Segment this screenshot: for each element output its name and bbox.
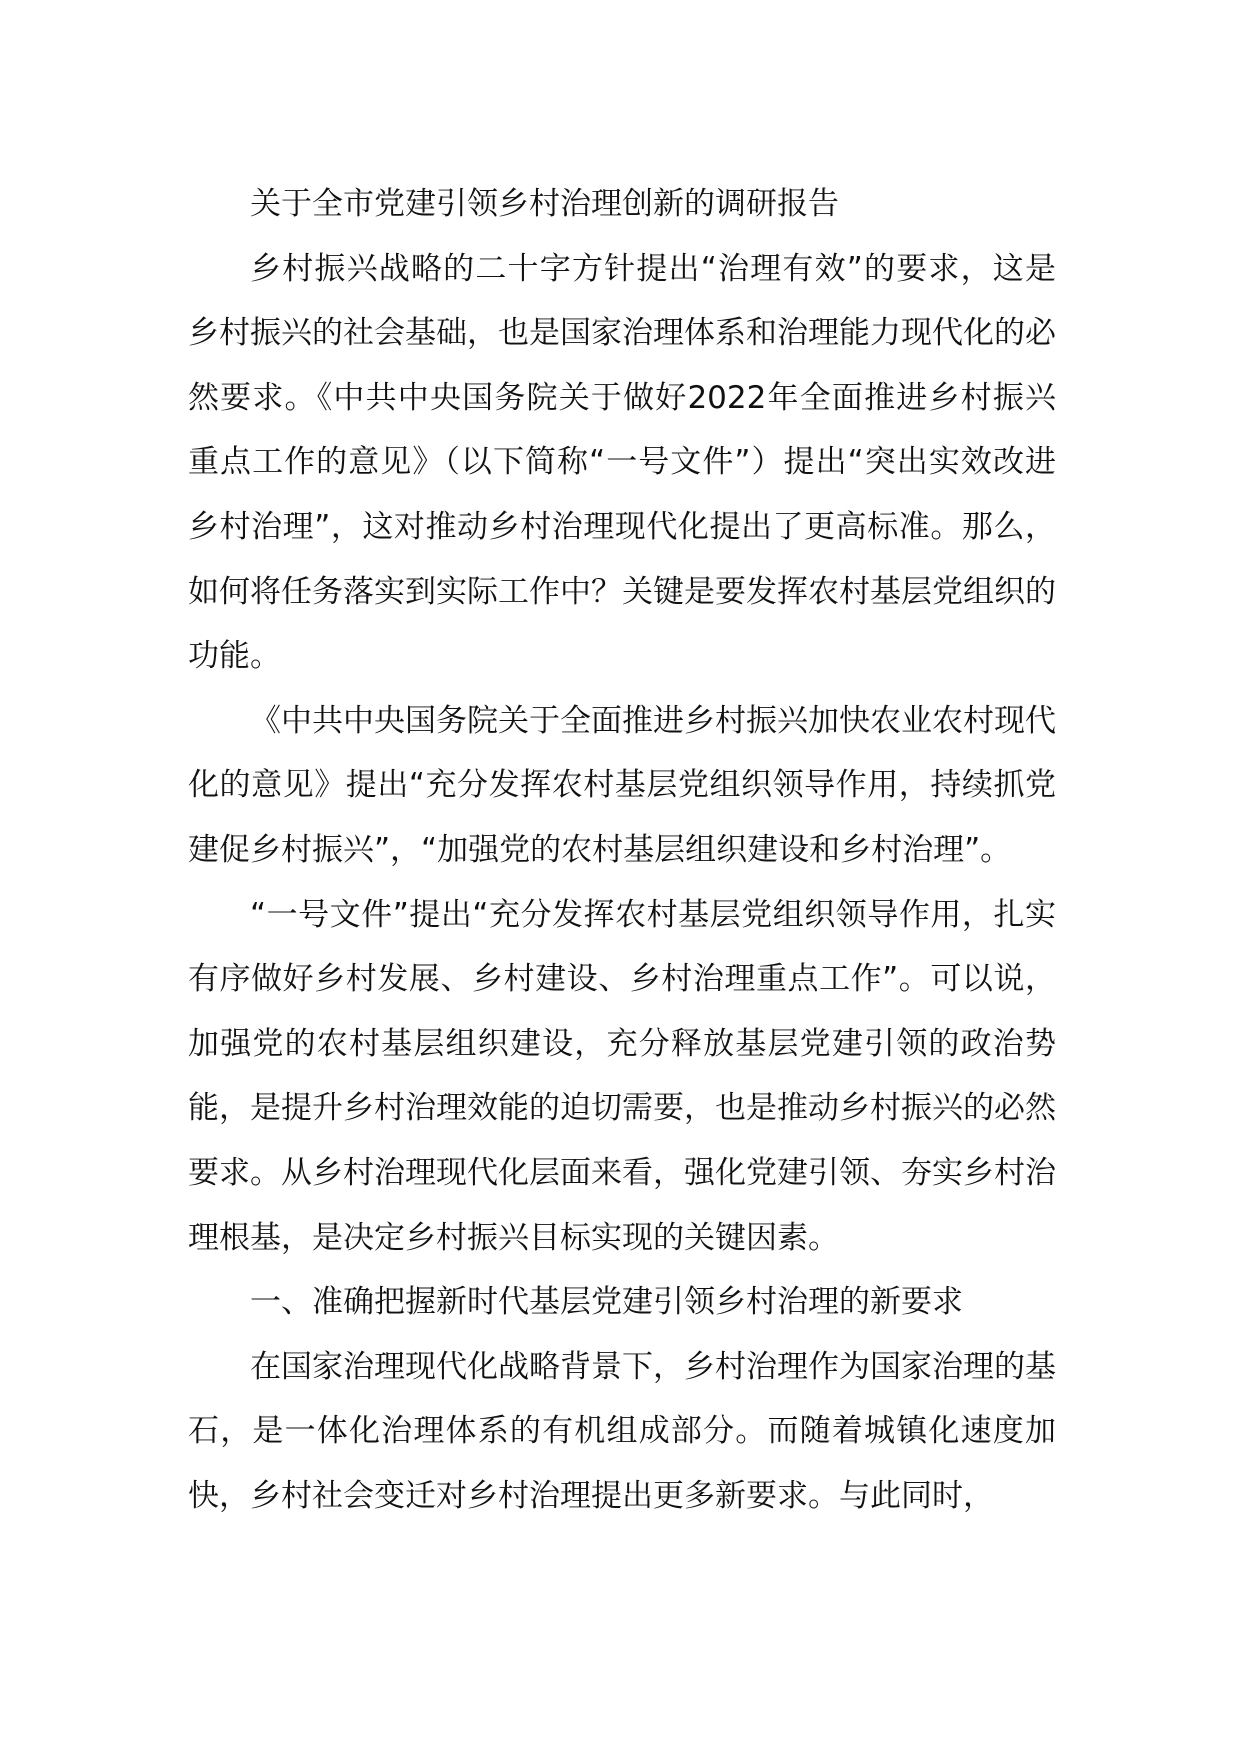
paragraph-intro: 乡村振兴战略的二十字方针提出“治理有效”的要求，这是乡村振兴的社会基础，也是国家治理体系和治理能力现代化的必然要求。《中共中央国务院关于做好2022年全面推进乡村振兴重点工作的意见》（以下简称“一号文件”）提出“突出实效改进乡村治理”，这对推动乡村治理现代化提出了更高标准。那么，如何将任务落实到实际工作中？关键是要发挥农村基层党组织的功能。 — [188, 250, 1056, 675]
paragraph-section-1: 在国家治理现代化战略背景下，乡村治理作为国家治理的基石，是一体化治理体系的有机组成部分。而随着城镇化速度加快，乡村社会变迁对乡村治理提出更多新要求。与此同时， — [188, 1348, 1056, 1514]
paragraph-opinion: 《中共中央国务院关于全面推进乡村振兴加快农业农村现代化的意见》提出“充分发挥农村基层党组织领导作用，持续抓党建促乡村振兴”，“加强党的农村基层组织建设和乡村治理”。 — [188, 702, 1056, 868]
paragraph-document-one: “一号文件”提出“充分发挥农村基层党组织领导作用，扎实有序做好乡村发展、乡村建设、乡村治理重点工作”。可以说，加强党的农村基层组织建设，充分释放基层党建引领的政治势能，是提升乡村治理效能的迫切需要，也是推动乡村振兴的必然要求。从乡村治理现代化层面来看，强化党建引领、夯实乡村治理根基，是决定乡村振兴目标实现的关键因素。 — [188, 896, 1056, 1256]
document-body — [188, 172, 1056, 1528]
document-title: 关于全市党建引领乡村治理创新的调研报告 — [250, 186, 839, 222]
section-heading-1: 一、准确把握新时代基层党建引领乡村治理的新要求 — [250, 1284, 963, 1321]
